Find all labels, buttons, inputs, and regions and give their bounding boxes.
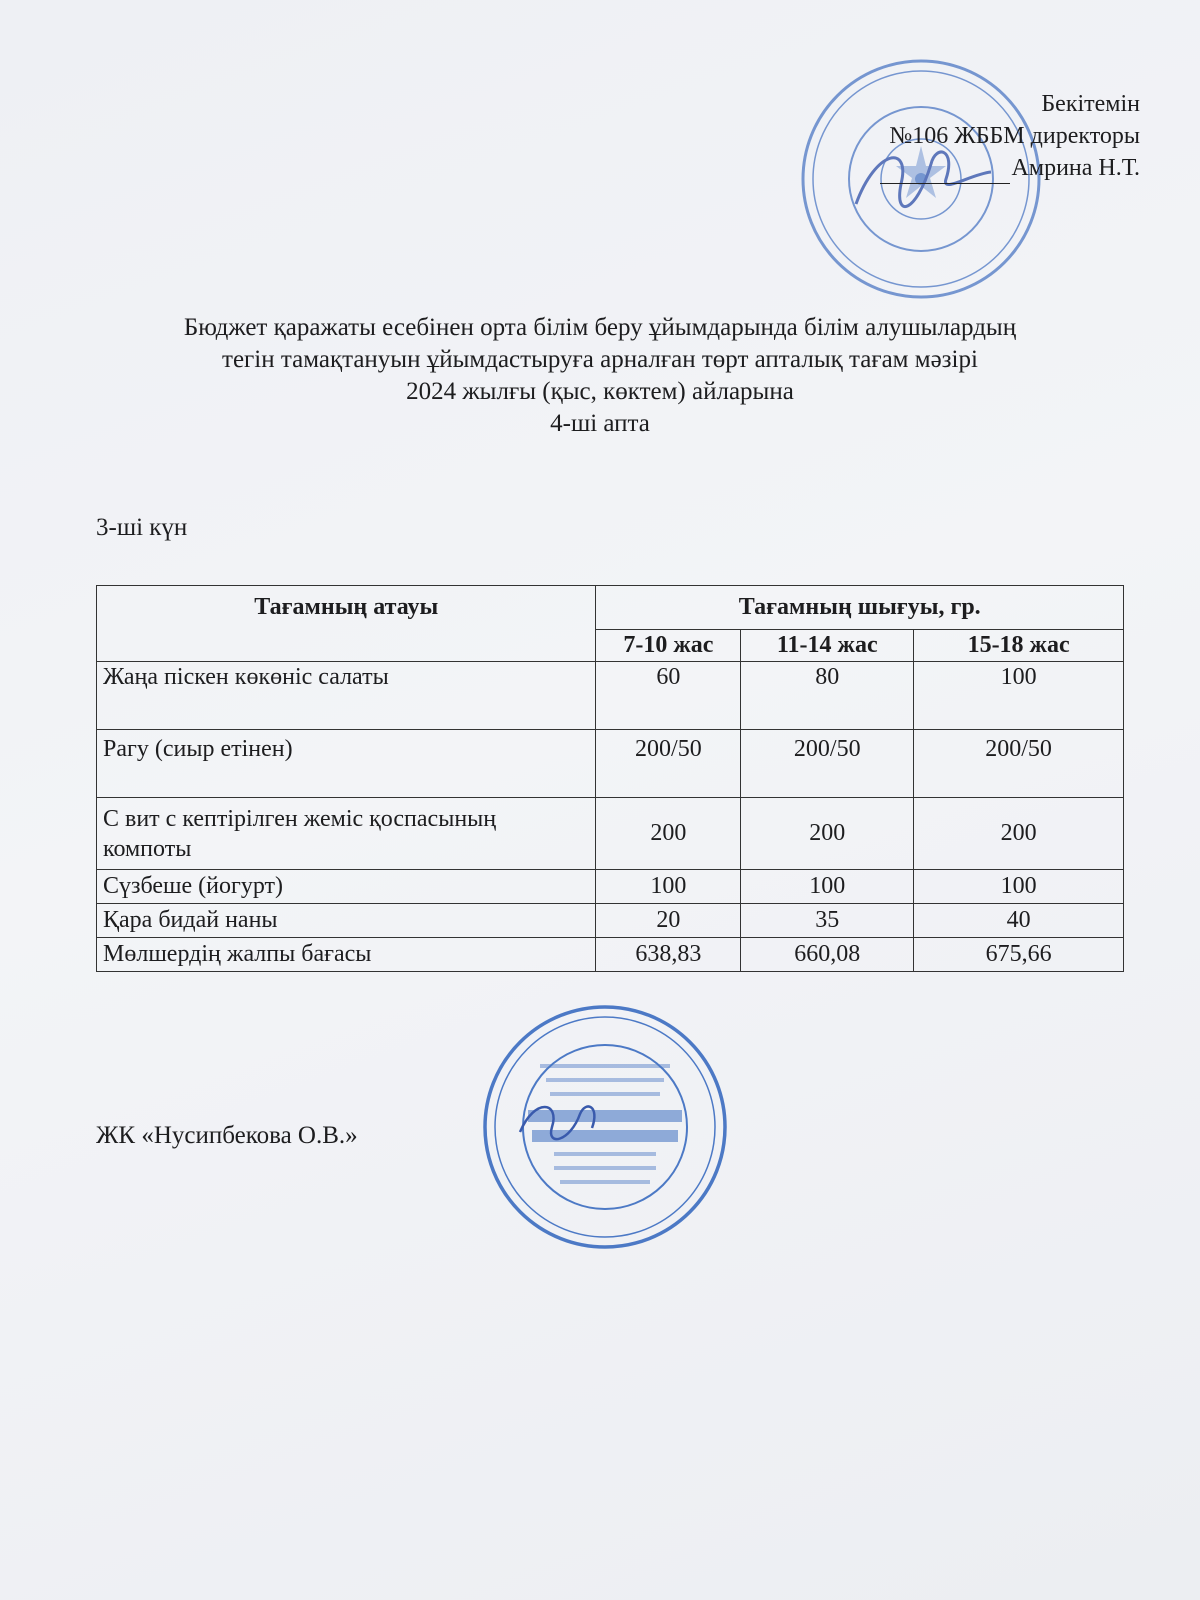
table-row xyxy=(97,870,1124,904)
signature-line xyxy=(880,159,1010,184)
dish-name: Қара бидай наны xyxy=(97,904,596,938)
dish-name: Рагу (сиыр етінен) xyxy=(97,730,596,798)
header-output: Тағамның шығуы, гр. xyxy=(596,586,1124,630)
header-age-3: 15-18 жас xyxy=(914,630,1124,662)
menu-table xyxy=(96,585,1124,972)
dish-value: 100 xyxy=(914,662,1124,730)
dish-value: 80 xyxy=(741,662,914,730)
dish-value: 100 xyxy=(914,870,1124,904)
approval-word: Бекітемін xyxy=(1041,91,1140,117)
table-header-row xyxy=(97,586,1124,630)
header-age-2: 11-14 жас xyxy=(741,630,914,662)
table-row xyxy=(97,730,1124,798)
table-total-row xyxy=(97,938,1124,972)
total-label: Мөлшердің жалпы бағасы xyxy=(97,938,596,972)
dish-value: 100 xyxy=(741,870,914,904)
signer-name: ЖК «Нусипбекова О.В.» xyxy=(96,1122,358,1149)
dish-name: Жаңа піскен көкөніс салаты xyxy=(97,662,596,730)
approval-position: №106 ЖББМ директоры xyxy=(889,123,1140,149)
header-dish-name: Тағамның атауы xyxy=(97,586,596,662)
dish-value: 20 xyxy=(596,904,741,938)
table-row xyxy=(97,798,1124,870)
dish-name: С вит с кептірілген жеміс қоспасының компоты xyxy=(97,798,596,870)
dish-value: 200/50 xyxy=(596,730,741,798)
dish-value: 200 xyxy=(914,798,1124,870)
total-value: 660,08 xyxy=(741,938,914,972)
dish-value: 200 xyxy=(741,798,914,870)
approval-signatory-name: Амрина Н.Т. xyxy=(1011,155,1140,181)
dish-value: 35 xyxy=(741,904,914,938)
title-week: 4-ші апта xyxy=(550,410,650,437)
title-line-2: тегін тамақтануын ұйымдастыруға арналған төрт апталық тағам мәзірі xyxy=(222,346,978,373)
title-line-1: Бюджет қаражаты есебінен орта білім беру ұйымдарында білім алушылардың xyxy=(183,314,1017,341)
total-value: 638,83 xyxy=(596,938,741,972)
dish-name: Сүзбеше (йогурт) xyxy=(97,870,596,904)
dish-value: 200 xyxy=(596,798,741,870)
approval-block xyxy=(880,88,1140,184)
document-title xyxy=(60,312,1140,440)
dish-value: 200/50 xyxy=(914,730,1124,798)
dish-value: 40 xyxy=(914,904,1124,938)
approval-signatory xyxy=(880,152,1140,184)
table-row xyxy=(97,904,1124,938)
total-value: 675,66 xyxy=(914,938,1124,972)
dish-value: 100 xyxy=(596,870,741,904)
entrepreneur-seal-stamp xyxy=(480,1002,730,1252)
header-age-1: 7-10 жас xyxy=(596,630,741,662)
day-label: 3-ші күн xyxy=(96,514,188,541)
dish-value: 60 xyxy=(596,662,741,730)
dish-value: 200/50 xyxy=(741,730,914,798)
table-row xyxy=(97,662,1124,730)
title-line-3: 2024 жылғы (қыс, көктем) айларына xyxy=(406,378,794,405)
